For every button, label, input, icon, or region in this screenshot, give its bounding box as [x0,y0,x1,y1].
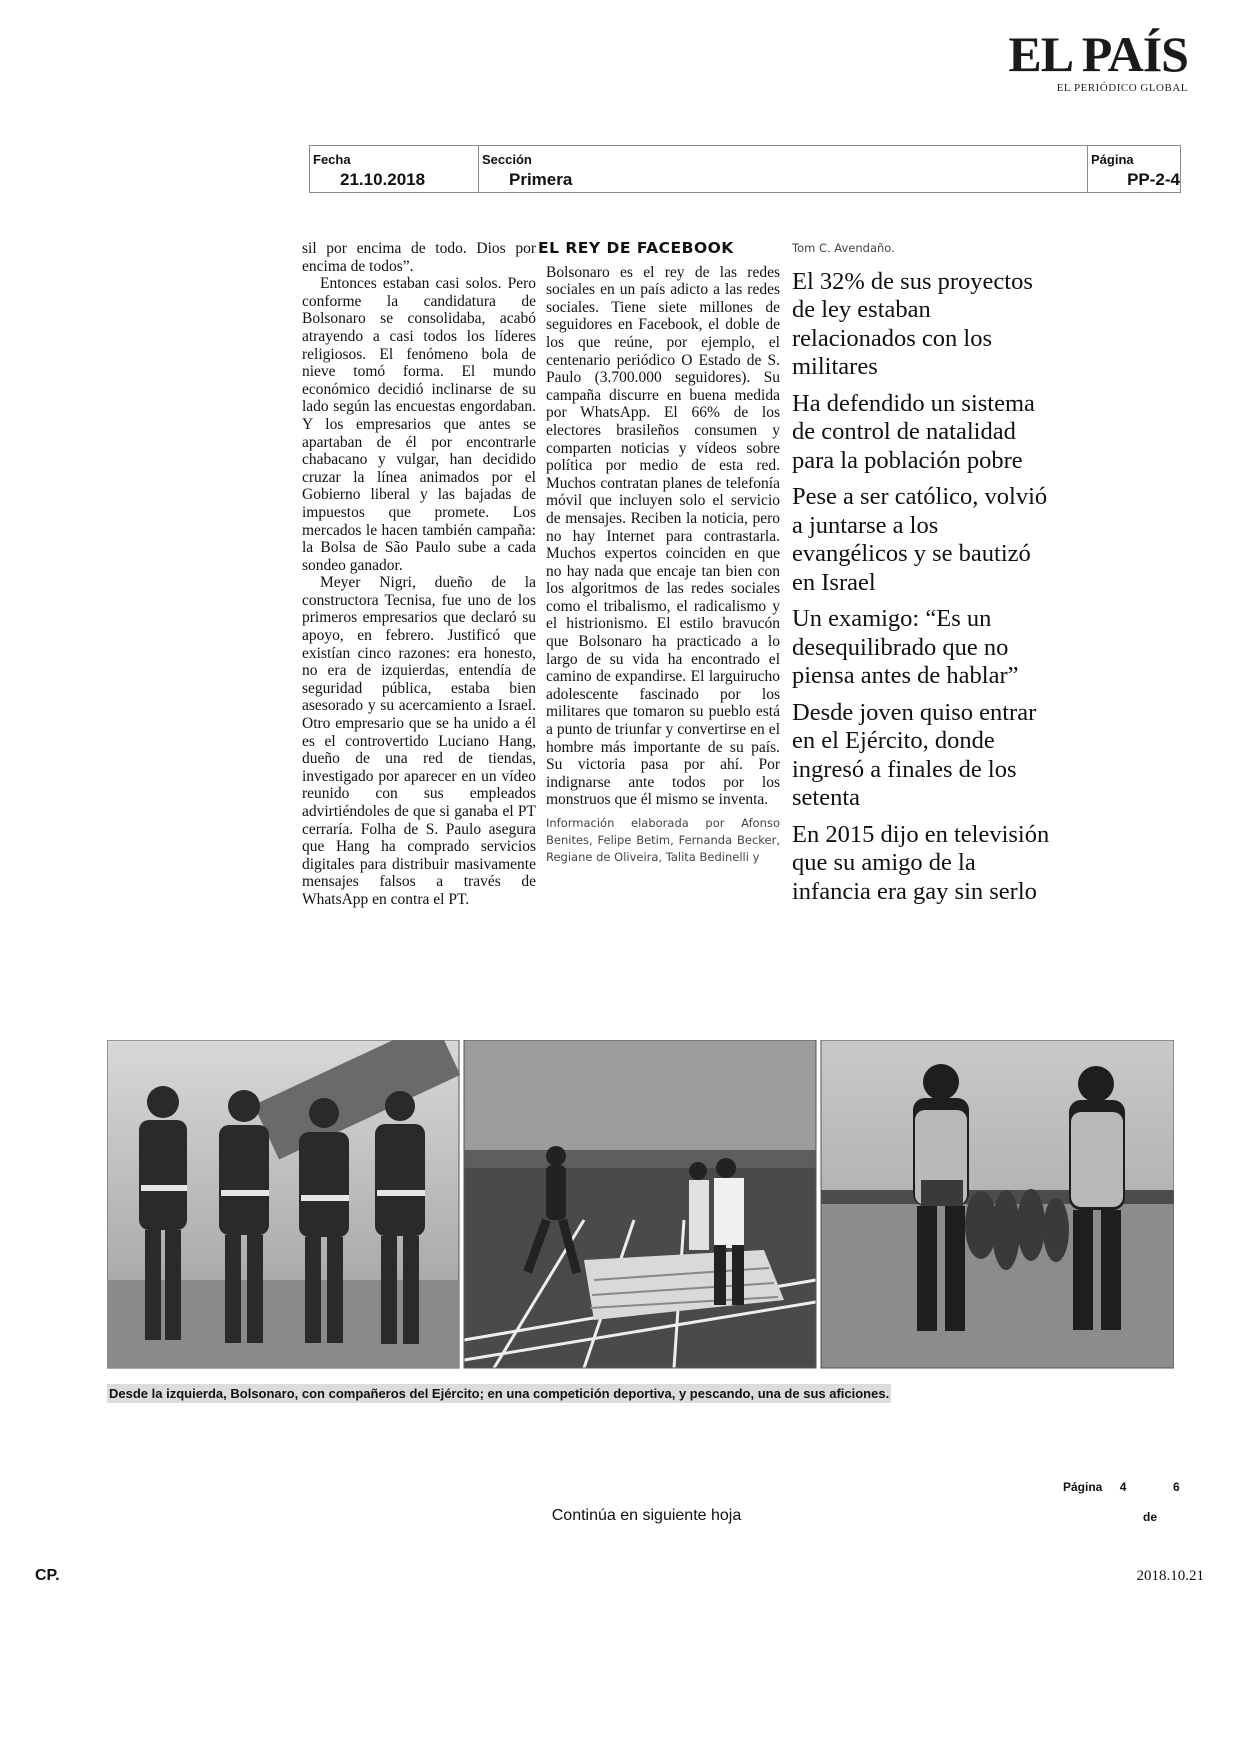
continues-note: Continúa en siguiente hoja [551,1507,742,1524]
fecha-value: 21.10.2018 [340,170,426,189]
seccion-cell [479,146,1088,192]
masthead [1008,26,1188,94]
pullquote: En 2015 dijo en televisión que su amigo de la infancia era gay sin serlo [792,820,1050,905]
fecha-label: Fecha [313,152,351,167]
photo-caption: Desde la izquierda, Bolsonaro, con compañeros del Ejército; en una competición deportiva, y pescando, una de sus aficiones. [109,1386,890,1401]
cp-mark: CP. [35,1567,60,1584]
page-total: 6 [1173,1480,1180,1494]
footer-date: 2018.10.21 [1136,1568,1204,1584]
photo-fishing [821,1040,1174,1368]
photo-soldiers [107,1040,460,1368]
pagina-cell [1088,146,1180,192]
reporting-credit: Información elaborada por Afonso Benites, Felipe Betim, Fernanda Becker, Regiane de Oliveira, Talita Bedinelli y [546,816,780,864]
photo-strip [107,1040,1174,1370]
fecha-cell [310,146,479,192]
article-paragraph: sil por encima de todo. Dios por encima de todos”. [302,240,536,275]
page-counter [1063,1480,1180,1524]
article-paragraph: Entonces estaban casi solos. Pero conforme la candidatura de Bolsonaro se consolidaba, acabó atrayendo a casi todos los líderes religiosos. El fenómeno bola de nieve tomó forma. El mundo económico decidió inclinarse de su lado según las encuestas engordaban. Y los empresarios que antes se apartaban de él por encontrarle chabacano y vulgar, han decidido cruzar la línea animados por el Gobierno liberal y las bajadas de impuestos que promete. Los mercados le hacen también campaña: la Bolsa de São Paulo sube a cada sondeo ganador. [302,275,536,574]
pullquote: Desde joven quiso entrar en el Ejército, donde ingresó a finales de los setenta [792,698,1037,812]
pagina-value: PP-2-4 [1127,170,1180,189]
pullquote: Pese a ser católico, volvió a juntarse a los evangélicos y se bautizó en Israel [792,483,1048,596]
pullquote: Ha defendido un sistema de control de natalidad para la población pobre [792,389,1035,474]
section-heading: EL REY DE FACEBOOK [538,239,734,257]
pullquote: El 32% de sus proyectos de ley estaban relacionados con los militares [792,267,1033,381]
article-paragraph: Bolsonaro es el rey de las redes sociales en un país adicto a las redes sociales. Tiene siete millones de seguidores en Facebook, el doble de los que reúne, por ejemplo, el centenario periódico O Estado de S. Paulo (3.700.000 seguidores). Su campaña discurre en buena medida por WhatsApp. El 66% de los electores brasileños consumen y comparten noticias y vídeos sobre política por medio de esta red. Muchos contratan planes de telefonía móvil que incluyen solo el servicio de mensajes. Reciben la noticia, pero no hay Internet para contrastarla. Muchos expertos coinciden en que no hay nada que encaje tan bien con los algoritmos de las redes sociales como el tribalismo, el radicalismo y el histrionismo. El estilo bravucón que Bolsonaro ha practicado a lo largo de su vida ha encontrado el camino de expandirse. El larguirucho adolescente fascinado por los militares que tomaron su pueblo está a punto de triunfar y convertirse en el hombre más importante de su país. Su victoria pasa por ahí. Por indignarse ante todos por los monstruos que él mismo se inventa. [546,263,780,809]
author-credit: Tom C. Avendaño. [792,241,895,255]
newspaper-logo: EL PAÍS [1008,26,1188,82]
seccion-label: Sección [482,152,532,167]
photo-athletics [464,1040,816,1368]
newspaper-tagline: EL PERIÓDICO GLOBAL [1056,82,1188,94]
clipping-metadata-box [309,145,1181,193]
seccion-value: Primera [509,170,573,189]
de-label: de [1143,1510,1158,1524]
article-column-1 [302,240,536,909]
pagina-label: Página [1091,152,1134,167]
pullquote: Un examigo: “Es un desequilibrado que no piensa antes de hablar” [792,605,1019,690]
article-paragraph: Meyer Nigri, dueño de la constructora Tecnisa, fue uno de los primeros empresarios que declaró su apoyo, en febrero. Justificó que existían cinco razones: era honesto, no era de izquierdas, entendía de seguridad pública, estaba bien asesorado y su acercamiento a Israel. Otro empresario que se ha unido a él es el controvertido Luciano Hang, dueño de una red de tiendas, investigado por aparecer en un vídeo reunido con sus empleados advirtiéndoles de que si ganaba el PT cerraría. Folha de S. Paulo asegura que Hang ha comprado servicios digitales para distribuir masivamente mensajes falsos a través de WhatsApp en contra el PT. [302,574,536,908]
article-column-2 [538,239,780,866]
page-number: 4 [1119,1480,1127,1494]
pagina-footer-label: Página [1063,1480,1103,1494]
pullquote-column [792,240,1057,914]
